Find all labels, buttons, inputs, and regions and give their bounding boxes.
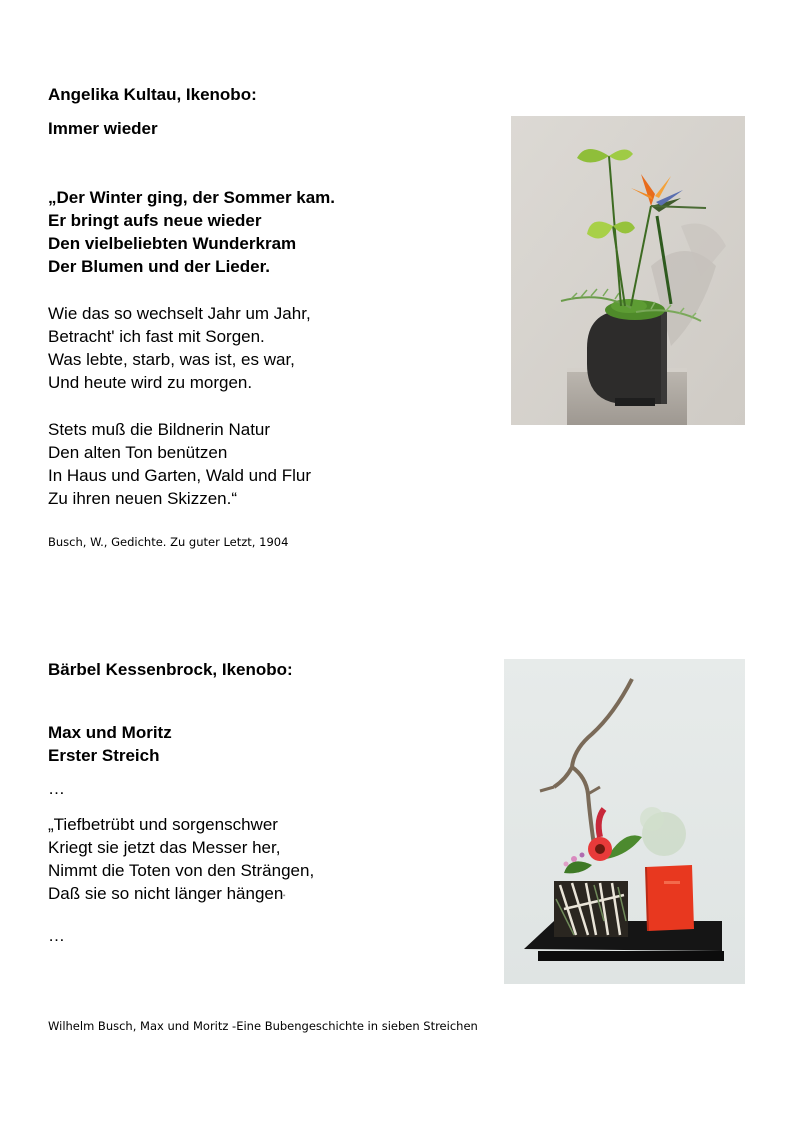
poem-stanza-2 bbox=[48, 302, 311, 394]
ikebana-photo-2 bbox=[504, 659, 745, 984]
poem-line: Den alten Ton benützen bbox=[48, 443, 228, 462]
poem-title-line: Erster Streich bbox=[48, 746, 160, 765]
poem-line-text: Daß sie so nicht länger hängen bbox=[48, 884, 284, 903]
poem-line: Den vielbeliebten Wunderkram bbox=[48, 234, 297, 253]
poem-line: Betracht' ich fast mit Sorgen. bbox=[48, 327, 265, 346]
poem-line: Der Blumen und der Lieder. bbox=[48, 257, 270, 276]
source-citation-2: Wilhelm Busch, Max und Moritz -Eine Bubengeschichte in sieben Streichen bbox=[48, 1019, 478, 1033]
poem-line: „Der Winter ging, der Sommer kam. bbox=[48, 188, 336, 207]
poem-line: Stets muß die Bildnerin Natur bbox=[48, 420, 271, 439]
poem-line: Und heute wird zu morgen. bbox=[48, 373, 253, 392]
poem-line bbox=[48, 882, 314, 910]
ellipsis-bottom: … bbox=[48, 926, 66, 945]
author-heading-2: Bärbel Kessenbrock, Ikenobo: bbox=[48, 660, 293, 679]
poem-line: Kriegt sie jetzt das Messer her, bbox=[48, 838, 281, 857]
ikebana-photo-1 bbox=[511, 116, 745, 425]
poem-line: Nimmt die Toten von den Strängen, bbox=[48, 861, 315, 880]
poem-stanza-3 bbox=[48, 418, 311, 510]
poem-title-1: Immer wieder bbox=[48, 119, 158, 138]
poem-line: Was lebte, starb, was ist, es war, bbox=[48, 350, 295, 369]
poem-title-line: Max und Moritz bbox=[48, 723, 172, 742]
author-heading-1: Angelika Kultau, Ikenobo: bbox=[48, 85, 257, 104]
poem-line: Wie das so wechselt Jahr um Jahr, bbox=[48, 304, 311, 323]
closing-quote: “ bbox=[283, 895, 286, 901]
poem-stanza-max-moritz bbox=[48, 813, 314, 910]
poem-title-2 bbox=[48, 721, 172, 767]
poem-line: In Haus und Garten, Wald und Flur bbox=[48, 466, 312, 485]
poem-line: Zu ihren neuen Skizzen.“ bbox=[48, 489, 237, 508]
poem-line: „Tiefbetrübt und sorgenschwer bbox=[48, 815, 278, 834]
ellipsis-top: … bbox=[48, 779, 66, 798]
poem-stanza-1 bbox=[48, 186, 335, 278]
poem-line: Er bringt aufs neue wieder bbox=[48, 211, 262, 230]
source-citation-1: Busch, W., Gedichte. Zu guter Letzt, 1904 bbox=[48, 535, 289, 549]
